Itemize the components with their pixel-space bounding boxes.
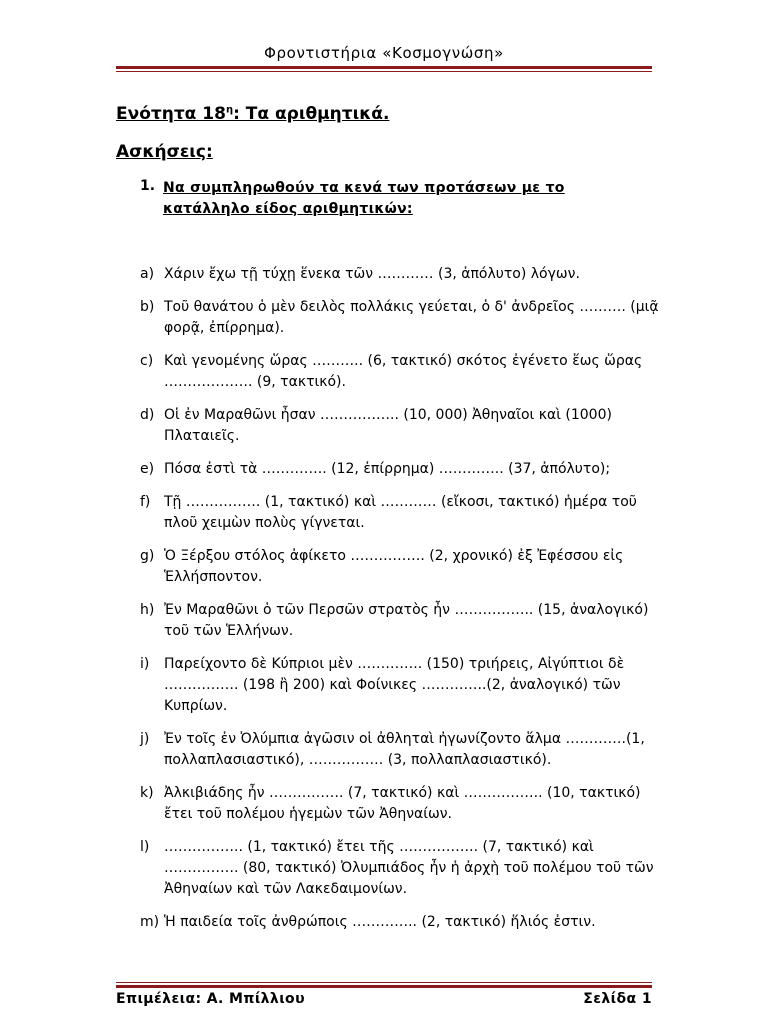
task-number: 1.: [140, 178, 156, 194]
exercise-label: f): [140, 494, 151, 510]
footer-author: Επιμέλεια: Α. Μπίλλιου: [116, 991, 305, 1007]
exercise-text: Πόσα ἐστὶ τὰ ………….. (12, ἐπίρρημα) ………….. (37, ἀπόλυτο);: [164, 461, 611, 477]
exercise-label: b): [140, 299, 155, 315]
header-title: Φροντιστήρια «Κοσμογνώση»: [264, 44, 504, 62]
exercise-label: j): [140, 731, 150, 747]
exercise-text: Παρείχοντο δὲ Κύπριοι μὲν ………….. (150) τριήρεις, Αἰγύπτιοι δὲ ……………. (198 ἢ 200) καὶ Φοίνικες …………..(2, ἀναλογικό) τῶν Κυπρίων.: [164, 656, 625, 714]
exercise-label: k): [140, 785, 154, 801]
exercise-label: i): [140, 656, 150, 672]
exercise-text: Οἱ ἐν Μαραθῶνι ἦσαν …………….. (10, 000) Ἀθηναῖοι καὶ (1000) Πλαταιεῖς.: [164, 407, 612, 444]
exercise-item-d: [140, 405, 660, 447]
exercise-label: d): [140, 407, 155, 423]
task-instruction: Να συμπληρωθούν τα κενά των προτάσεων με το κατάλληλο είδος αριθμητικών:: [163, 180, 565, 217]
footer-page-number: Σελίδα 1: [583, 991, 652, 1007]
header-rule-thick: [116, 66, 652, 69]
exercise-label: a): [140, 266, 155, 282]
exercise-item-c: [140, 351, 660, 393]
exercise-text: Ἐν Μαραθῶνι ὁ τῶν Περσῶν στρατὸς ἦν …………….. (15, ἀναλογικό) τοῦ τῶν Ἑλλήνων.: [164, 602, 649, 639]
exercise-label: g): [140, 548, 155, 564]
exercise-label: c): [140, 353, 154, 369]
exercise-text: Τοῦ θανάτου ὁ μὲν δειλὸς πολλάκις γεύεται, ὁ δ' ἀνδρεῖος ………. (μιᾷ φορᾷ, ἐπίρρημα).: [164, 299, 659, 336]
exercise-item-a: [140, 264, 660, 285]
exercise-text: Ἀλκιβιάδης ἦν ……………. (7, τακτικό) καὶ …………….. (10, τακτικό) ἔτει τοῦ πολέμου ἡγεμὼν τῶν Ἀθηναίων.: [164, 785, 641, 822]
exercise-text: Χάριν ἔχω τῇ τύχῃ ἕνεκα τῶν ………… (3, ἀπόλυτο) λόγων.: [164, 266, 580, 282]
section-title: [116, 104, 389, 124]
exercise-item-f: [140, 492, 660, 534]
exercise-text: Καὶ γενομένης ὥρας ……….. (6, τακτικό) σκότος ἐγένετο ἕως ὥρας ………………. (9, τακτικό).: [164, 353, 643, 390]
exercise-label: m): [140, 914, 160, 930]
header-rule-thin: [116, 71, 652, 72]
section-title-rest: : Τα αριθμητικά.: [233, 104, 390, 124]
footer-rule-thin: [116, 982, 652, 983]
exercise-item-i: [140, 654, 660, 717]
exercise-item-l: [140, 837, 660, 900]
section-title-sup: η: [225, 104, 234, 116]
exercise-item-k: [140, 783, 660, 825]
exercise-label: e): [140, 461, 155, 477]
exercise-list: [140, 264, 660, 945]
footer-rule-thick: [116, 985, 652, 988]
exercise-label: h): [140, 602, 155, 618]
exercise-text: Τῇ ……………. (1, τακτικό) καὶ ………… (εἴκοσι, τακτικό) ἡμέρα τοῦ πλοῦ χειμὼν πολὺς γίγνεται.: [164, 494, 637, 531]
exercise-text: Ἐν τοῖς ἐν Ὀλύμπια ἀγῶσιν οἱ ἀθληταὶ ἠγωνίζοντο ἅλμα ………….(1, πολλαπλασιαστικό), ……………. (3, πολλαπλασιαστικό).: [164, 731, 645, 768]
exercise-item-m: [140, 912, 660, 933]
section-title-main: Ενότητα 18: [116, 104, 226, 124]
exercise-item-b: [140, 297, 660, 339]
exercise-text: Ὁ Ξέρξου στόλος ἀφίκετο ……………. (2, χρονικό) ἐξ Ἐφέσσου εἰς Ἑλλήσποντον.: [164, 548, 624, 585]
exercise-label: l): [140, 839, 150, 855]
exercise-text: Ἡ παιδεία τοῖς ἀνθρώποις ………….. (2, τακτικό) ἥλιός ἐστιν.: [164, 914, 596, 930]
exercise-item-g: [140, 546, 660, 588]
exercise-item-h: [140, 600, 660, 642]
exercise-text: …………….. (1, τακτικό) ἔτει τῆς …………….. (7, τακτικό) καὶ ……………. (80, τακτικό) Ὀλυμπιάδος ἦν ἡ ἀρχὴ τοῦ πολέμου τοῦ τῶν Ἀθηναίων καὶ τῶν Λακεδαιμονίων.: [164, 839, 654, 897]
exercise-item-j: [140, 729, 660, 771]
exercise-item-e: [140, 459, 660, 480]
exercises-title: Ασκήσεις:: [116, 142, 213, 162]
